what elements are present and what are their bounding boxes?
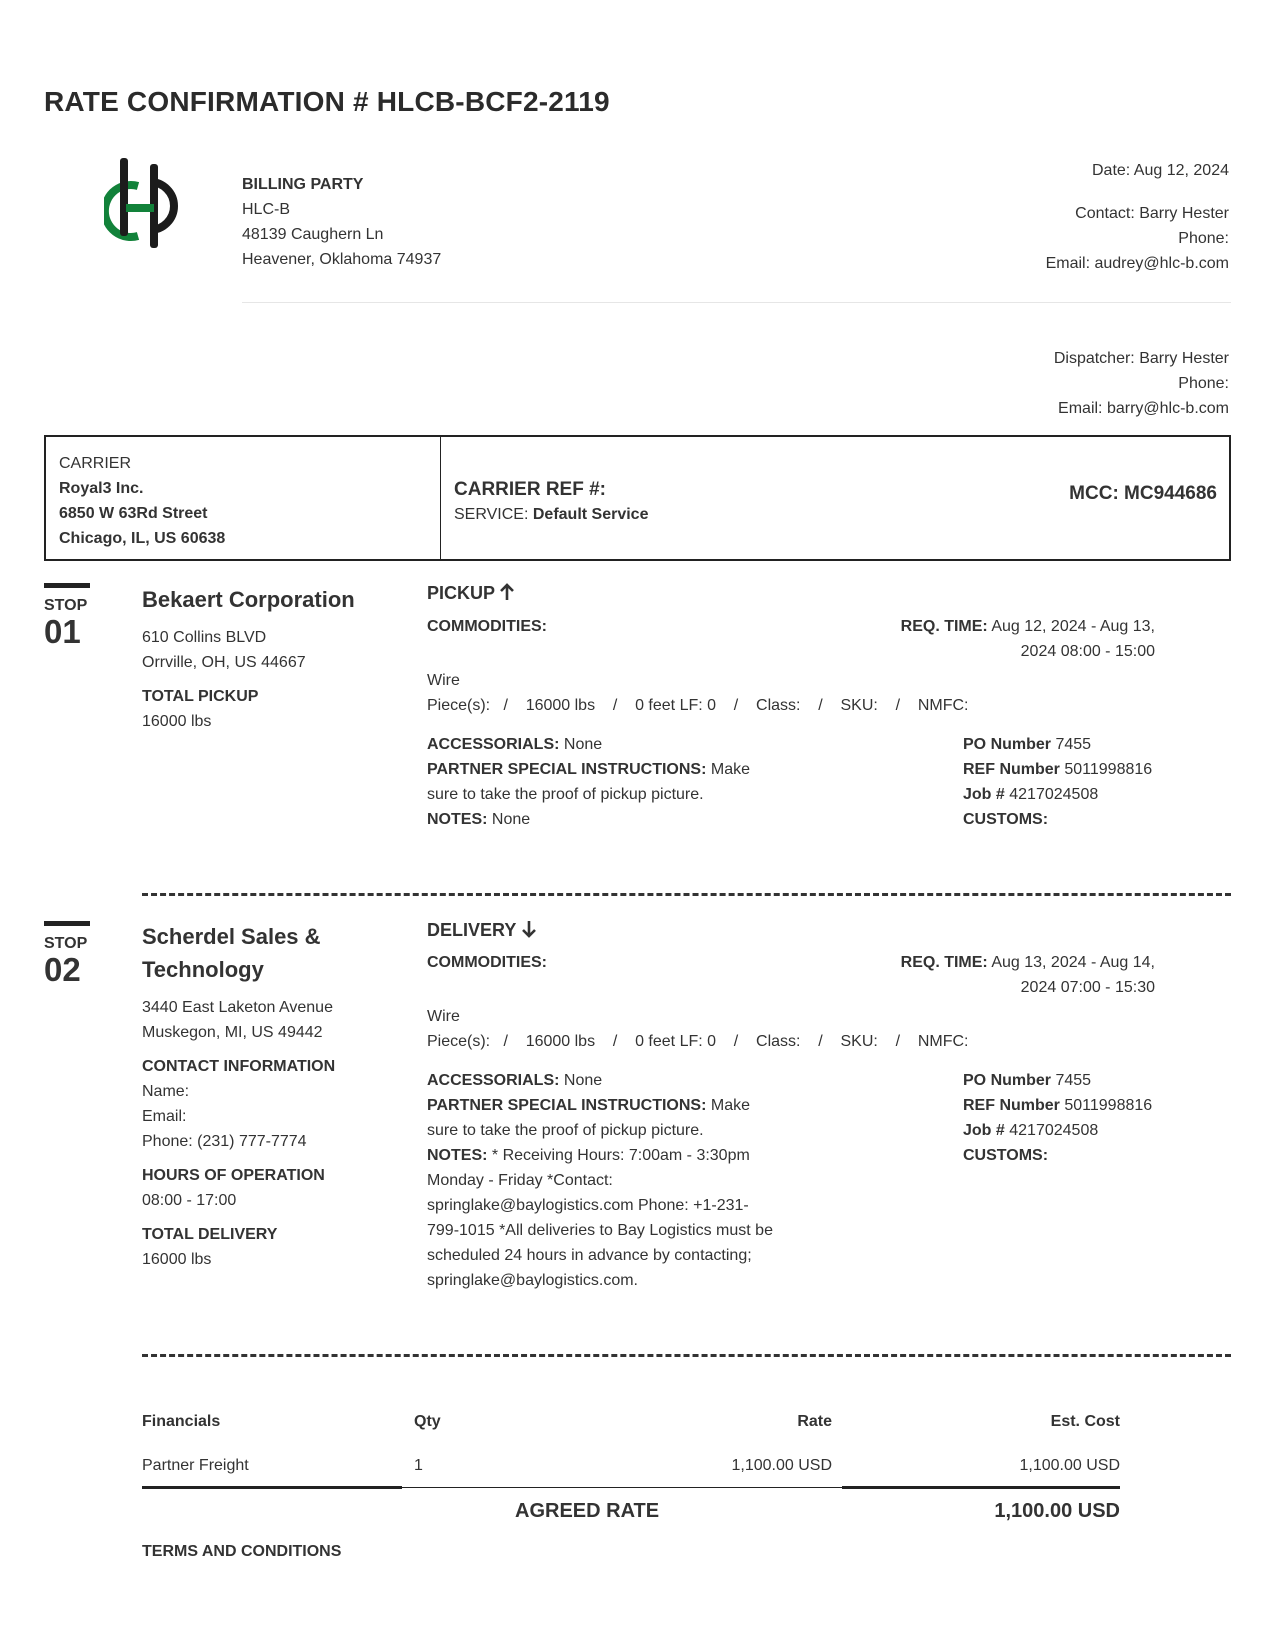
psi-value-cont: sure to take the proof of pickup picture.	[427, 1122, 704, 1139]
ref-value: 5011998816	[1064, 1097, 1153, 1114]
contact-name: Name:	[142, 1083, 190, 1100]
stop-company: Bekaert Corporation	[142, 587, 355, 612]
stop-label: STOP	[44, 935, 88, 952]
stop-01-references	[963, 732, 1152, 832]
page-title: RATE CONFIRMATION # HLCB-BCF2-2119	[44, 86, 610, 117]
carrier-address-line1: 6850 W 63Rd Street	[59, 505, 208, 522]
stop-bar	[44, 921, 90, 926]
notes-line: springlake@baylogistics.com.	[427, 1272, 638, 1289]
psi-value: Make	[710, 1097, 750, 1114]
carrier-box	[44, 435, 1231, 561]
req-time-line1: Aug 12, 2024 - Aug 13,	[991, 618, 1155, 635]
psi-value: Make	[710, 761, 750, 778]
notes-value: None	[491, 811, 531, 828]
accessorials-value: None	[563, 736, 603, 753]
accessorials-label: ACCESSORIALS:	[427, 736, 560, 753]
dispatcher-phone: Phone:	[1178, 375, 1229, 392]
total-pickup-label: TOTAL PICKUP	[142, 688, 259, 705]
line-cost: 1,100.00 USD	[1019, 1457, 1120, 1474]
req-time-label: REQ. TIME:	[900, 618, 988, 635]
notes-line: Monday - Friday *Contact:	[427, 1172, 613, 1189]
line-qty: 1	[414, 1457, 423, 1474]
stop-02-location	[142, 920, 412, 1272]
stop-02-type	[427, 920, 537, 941]
billing-party	[242, 172, 441, 272]
carrier-label: CARRIER	[59, 455, 132, 472]
billing-name: HLC-B	[242, 201, 291, 218]
line-item: Partner Freight	[142, 1457, 249, 1474]
stop-bar	[44, 583, 90, 588]
stop-01-type	[427, 583, 515, 604]
req-time-line1: Aug 13, 2024 - Aug 14,	[991, 954, 1155, 971]
service-line	[454, 502, 648, 527]
req-time	[855, 614, 1155, 664]
arrow-up-icon	[499, 583, 515, 601]
ref-value: 5011998816	[1064, 761, 1153, 778]
qty-header: Qty	[414, 1413, 441, 1430]
contact-email: Email: audrey@hlc-b.com	[1045, 255, 1229, 272]
notes-label: NOTES:	[427, 1147, 488, 1164]
piece-details: Piece(s): / 16000 lbs / 0 feet LF: 0 / Class: / SKU: / NMFC:	[427, 697, 969, 714]
stop-type: DELIVERY	[427, 920, 517, 940]
stop-number: 02	[44, 951, 81, 988]
hours-label: HOURS OF OPERATION	[142, 1167, 325, 1184]
notes-line: 799-1015 *All deliveries to Bay Logistics must be	[427, 1222, 773, 1239]
job-value: 4217024508	[1009, 1122, 1099, 1139]
contact-phone: Phone:	[1178, 230, 1229, 247]
rate-header: Rate	[797, 1413, 832, 1430]
customs-label: CUSTOMS:	[963, 1147, 1049, 1164]
total-delivery-label: TOTAL DELIVERY	[142, 1226, 278, 1243]
dispatcher-name: Dispatcher: Barry Hester	[1053, 350, 1229, 367]
req-time-label: REQ. TIME:	[900, 954, 988, 971]
stop-divider	[142, 1354, 1231, 1357]
financials-header: Financials	[142, 1413, 221, 1430]
commodities-label: COMMODITIES:	[427, 618, 547, 635]
po-value: 7455	[1055, 1072, 1092, 1089]
stop-02-references	[963, 1068, 1152, 1168]
accessorials-label: ACCESSORIALS:	[427, 1072, 560, 1089]
stop-company-line2: Technology	[142, 957, 264, 982]
stop-type: PICKUP	[427, 583, 496, 603]
agreed-rate-value: 1,100.00 USD	[994, 1500, 1120, 1522]
stop-01-instructions	[427, 732, 807, 832]
ref-label: REF Number	[963, 1097, 1060, 1114]
commodity-name: Wire	[427, 1008, 460, 1025]
agreed-rate-label: AGREED RATE	[515, 1500, 660, 1522]
notes-line: * Receiving Hours: 7:00am - 3:30pm	[491, 1147, 750, 1164]
document-date: Date: Aug 12, 2024	[1092, 162, 1229, 179]
financials-rule-thin	[402, 1487, 842, 1488]
stop-number: 01	[44, 613, 81, 650]
piece-details: Piece(s): / 16000 lbs / 0 feet LF: 0 / Class: / SKU: / NMFC:	[427, 1033, 969, 1050]
commodity-name: Wire	[427, 672, 460, 689]
commodities-label: COMMODITIES:	[427, 954, 547, 971]
carrier-name: Royal3 Inc.	[59, 480, 144, 497]
est-cost-header: Est. Cost	[1050, 1413, 1120, 1430]
ref-label: REF Number	[963, 761, 1060, 778]
psi-value-cont: sure to take the proof of pickup picture.	[427, 786, 704, 803]
contact-name: Contact: Barry Hester	[1075, 205, 1229, 222]
terms-heading: TERMS AND CONDITIONS	[142, 1543, 342, 1560]
billing-address-line2: Heavener, Oklahoma 74937	[242, 251, 442, 268]
service-value: Default Service	[532, 506, 649, 523]
hlc-logo-icon	[104, 156, 184, 248]
req-time-line2: 2024 07:00 - 15:30	[1020, 979, 1155, 996]
accessorials-value: None	[563, 1072, 603, 1089]
header-divider	[242, 302, 1231, 303]
stop-01-location	[142, 583, 412, 734]
notes-line: springlake@baylogistics.com Phone: +1-231-	[427, 1197, 749, 1214]
total-pickup-value: 16000 lbs	[142, 713, 212, 730]
billing-heading: BILLING PARTY	[242, 176, 364, 193]
dispatcher-email: Email: barry@hlc-b.com	[1058, 400, 1229, 417]
stop-marker-01	[44, 583, 90, 649]
contact-block	[1046, 201, 1229, 276]
req-time	[855, 950, 1155, 1000]
stop-02-instructions	[427, 1068, 827, 1293]
stop-address-line2: Orrville, OH, US 44667	[142, 654, 306, 671]
job-value: 4217024508	[1009, 786, 1099, 803]
contact-info-label: CONTACT INFORMATION	[142, 1058, 336, 1075]
mcc-number: MCC: MC944686	[1069, 483, 1217, 504]
carrier-address-line2: Chicago, IL, US 60638	[59, 530, 226, 547]
stop-marker-02	[44, 921, 90, 987]
contact-phone: Phone: (231) 777-7774	[142, 1133, 307, 1150]
psi-label: PARTNER SPECIAL INSTRUCTIONS:	[427, 761, 707, 778]
line-rate: 1,100.00 USD	[731, 1457, 832, 1474]
financials-rule	[842, 1486, 1120, 1489]
stop-address-line1: 610 Collins BLVD	[142, 629, 267, 646]
service-label: SERVICE:	[454, 506, 529, 523]
job-label: Job #	[963, 1122, 1005, 1139]
stop-divider	[142, 893, 1231, 896]
req-time-line2: 2024 08:00 - 15:00	[1020, 643, 1155, 660]
contact-email: Email:	[142, 1108, 187, 1125]
dispatcher-block	[1054, 346, 1229, 421]
stop-label: STOP	[44, 597, 88, 614]
carrier-info	[46, 437, 441, 559]
customs-label: CUSTOMS:	[963, 811, 1049, 828]
total-delivery-value: 16000 lbs	[142, 1251, 212, 1268]
arrow-down-icon	[521, 920, 537, 938]
financials-rule	[142, 1486, 402, 1489]
stop-company-line1: Scherdel Sales &	[142, 924, 321, 949]
notes-line: scheduled 24 hours in advance by contacting;	[427, 1247, 752, 1264]
carrier-ref-label: CARRIER REF #:	[454, 479, 607, 500]
psi-label: PARTNER SPECIAL INSTRUCTIONS:	[427, 1097, 707, 1114]
carrier-ref-block	[454, 477, 648, 527]
notes-label: NOTES:	[427, 811, 488, 828]
po-label: PO Number	[963, 736, 1052, 753]
stop-address-line2: Muskegon, MI, US 49442	[142, 1024, 323, 1041]
job-label: Job #	[963, 786, 1005, 803]
po-label: PO Number	[963, 1072, 1052, 1089]
po-value: 7455	[1055, 736, 1092, 753]
stop-address-line1: 3440 East Laketon Avenue	[142, 999, 333, 1016]
billing-address-line1: 48139 Caughern Ln	[242, 226, 384, 243]
hours-value: 08:00 - 17:00	[142, 1192, 237, 1209]
